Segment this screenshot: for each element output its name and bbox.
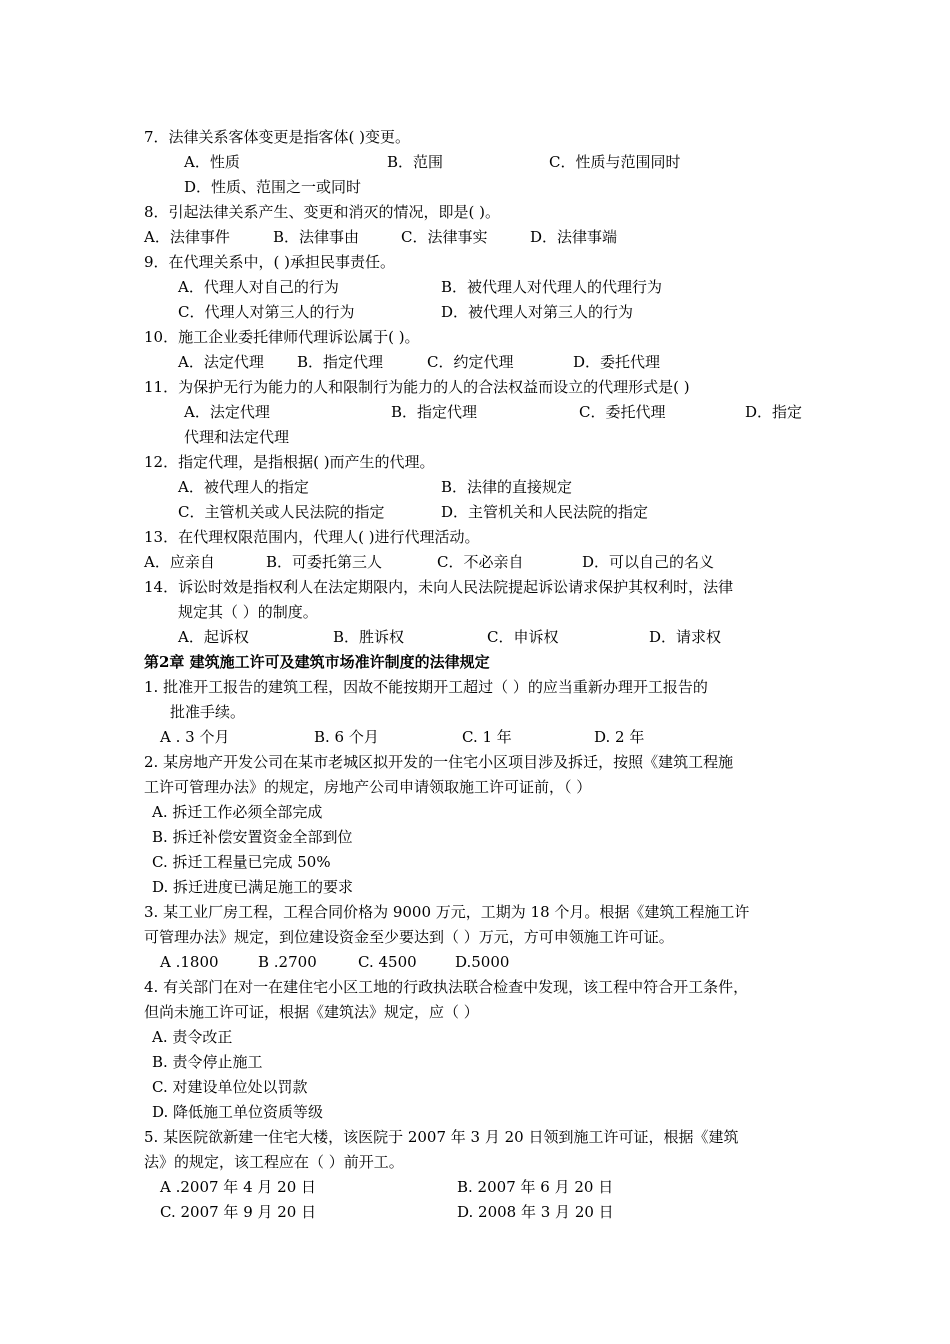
q11-option-d-cont: 代理和法定代理 — [184, 428, 290, 446]
q10-option-b: B．指定代理 — [297, 353, 384, 371]
q8-option-d: D．法律事端 — [530, 228, 618, 246]
q7-option-b: B．范围 — [387, 153, 444, 171]
ch2-question-4-cont: 但尚未施工许可证，根据《建筑法》规定，应（ ） — [144, 1003, 479, 1021]
question-7: 7．法律关系客体变更是指客体( )变更。 — [144, 128, 411, 146]
q10-option-c: C．约定代理 — [427, 353, 514, 371]
q13-option-c: C．不必亲自 — [437, 553, 524, 571]
q11-option-c: C．委托代理 — [579, 403, 666, 421]
q10-option-d: D．委托代理 — [573, 353, 661, 371]
ch2-question-2: 2. 某房地产开发公司在某市老城区拟开发的一住宅小区项目涉及拆迁，按照《建筑工程施 — [144, 753, 734, 771]
ch2-question-1: 1. 批准开工报告的建筑工程，因故不能按期开工超过（ ）的应当重新办理开工报告的 — [144, 678, 708, 696]
ch2-question-4: 4. 有关部门在对一在建住宅小区工地的行政执法联合检查中发现，该工程中符合开工条件， — [144, 978, 749, 996]
q9-option-a: A．代理人对自己的行为 — [178, 278, 339, 296]
question-12: 12．指定代理，是指根据( )而产生的代理。 — [144, 453, 435, 471]
q13-option-a: A．应亲自 — [144, 553, 215, 571]
q7-option-c: C．性质与范围同时 — [549, 153, 681, 171]
ch2-q2-option-a: A. 拆迁工作必须全部完成 — [152, 803, 323, 821]
q11-option-d: D．指定 — [745, 403, 803, 421]
ch2-q3-option-a: A .1800 — [160, 953, 219, 971]
q12-option-a: A．被代理人的指定 — [178, 478, 309, 496]
question-14: 14．诉讼时效是指权利人在法定期限内，未向人民法院提起诉讼请求保护其权利时，法律 — [144, 578, 734, 596]
q14-option-d: D．请求权 — [649, 628, 722, 646]
ch2-q4-option-d: D. 降低施工单位资质等级 — [152, 1103, 324, 1121]
q14-option-b: B．胜诉权 — [333, 628, 405, 646]
ch2-q3-option-c: C. 4500 — [358, 953, 417, 971]
ch2-question-3: 3. 某工业厂房工程，工程合同价格为 9000 万元，工期为 18 个月。根据《建筑工程施工许 — [144, 903, 750, 921]
q9-option-c: C．代理人对第三人的行为 — [178, 303, 355, 321]
ch2-q5-option-d: D. 2008 年 3 月 20 日 — [457, 1203, 614, 1221]
q10-option-a: A．法定代理 — [178, 353, 264, 371]
ch2-q2-option-c: C. 拆迁工程量已完成 50% — [152, 853, 331, 871]
question-11: 11．为保护无行为能力的人和限制行为能力的人的合法权益而设立的代理形式是( ) — [144, 378, 690, 396]
question-14-cont: 规定其（ ）的制度。 — [178, 603, 318, 621]
ch2-q2-option-d: D. 拆迁进度已满足施工的要求 — [152, 878, 354, 896]
q8-option-a: A．法律事件 — [144, 228, 230, 246]
q12-option-b: B．法律的直接规定 — [441, 478, 573, 496]
ch2-q2-option-b: B. 拆迁补偿安置资金全部到位 — [152, 828, 353, 846]
q9-option-b: B．被代理人对代理人的代理行为 — [441, 278, 663, 296]
ch2-q5-option-c: C. 2007 年 9 月 20 日 — [160, 1203, 317, 1221]
ch2-q3-option-b: B .2700 — [258, 953, 317, 971]
q14-option-a: A．起诉权 — [178, 628, 249, 646]
question-13: 13．在代理权限范围内，代理人( )进行代理活动。 — [144, 528, 480, 546]
q8-option-c: C．法律事实 — [401, 228, 488, 246]
ch2-q1-option-b: B. 6 个月 — [314, 728, 379, 746]
ch2-question-5-cont: 法》的规定，该工程应在（ ）前开工。 — [144, 1153, 404, 1171]
q8-option-b: B．法律事由 — [273, 228, 360, 246]
ch2-q1-option-d: D. 2 年 — [594, 728, 645, 746]
q12-option-c: C．主管机关或人民法院的指定 — [178, 503, 385, 521]
question-9: 9．在代理关系中，( )承担民事责任。 — [144, 253, 396, 271]
question-8: 8．引起法律关系产生、变更和消灭的情况，即是( )。 — [144, 203, 501, 221]
q12-option-d: D．主管机关和人民法院的指定 — [441, 503, 649, 521]
q13-option-d: D．可以自己的名义 — [582, 553, 715, 571]
ch2-q4-option-b: B. 责令停止施工 — [152, 1053, 263, 1071]
question-10: 10．施工企业委托律师代理诉讼属于( )。 — [144, 328, 420, 346]
ch2-q5-option-a: A .2007 年 4 月 20 日 — [160, 1178, 317, 1196]
ch2-question-5: 5. 某医院欲新建一住宅大楼，该医院于 2007 年 3 月 20 日领到施工许可证，根据《建筑 — [144, 1128, 739, 1146]
chapter-heading: 第2章 建筑施工许可及建筑市场准许制度的法律规定 — [144, 653, 490, 671]
ch2-question-3-cont: 可管理办法》规定，到位建设资金至少要达到（ ）万元，方可申领施工许可证。 — [144, 928, 674, 946]
ch2-q4-option-c: C. 对建设单位处以罚款 — [152, 1078, 308, 1096]
q13-option-b: B．可委托第三人 — [266, 553, 383, 571]
ch2-q1-option-c: C. 1 年 — [462, 728, 512, 746]
ch2-q5-option-b: B. 2007 年 6 月 20 日 — [457, 1178, 614, 1196]
q11-option-b: B．指定代理 — [391, 403, 478, 421]
ch2-q3-option-d: D.5000 — [455, 953, 510, 971]
q9-option-d: D．被代理人对第三人的行为 — [441, 303, 634, 321]
ch2-q1-option-a: A . 3 个月 — [160, 728, 230, 746]
q7-option-a: A．性质 — [184, 153, 240, 171]
ch2-question-2-cont: 工许可管理办法》的规定，房地产公司申请领取施工许可证前，（ ） — [144, 778, 592, 796]
q11-option-a: A．法定代理 — [184, 403, 270, 421]
q7-option-d: D．性质、范围之一或同时 — [184, 178, 362, 196]
ch2-question-1-cont: 批准手续。 — [170, 703, 246, 721]
ch2-q4-option-a: A. 责令改正 — [152, 1028, 233, 1046]
q14-option-c: C．申诉权 — [487, 628, 559, 646]
